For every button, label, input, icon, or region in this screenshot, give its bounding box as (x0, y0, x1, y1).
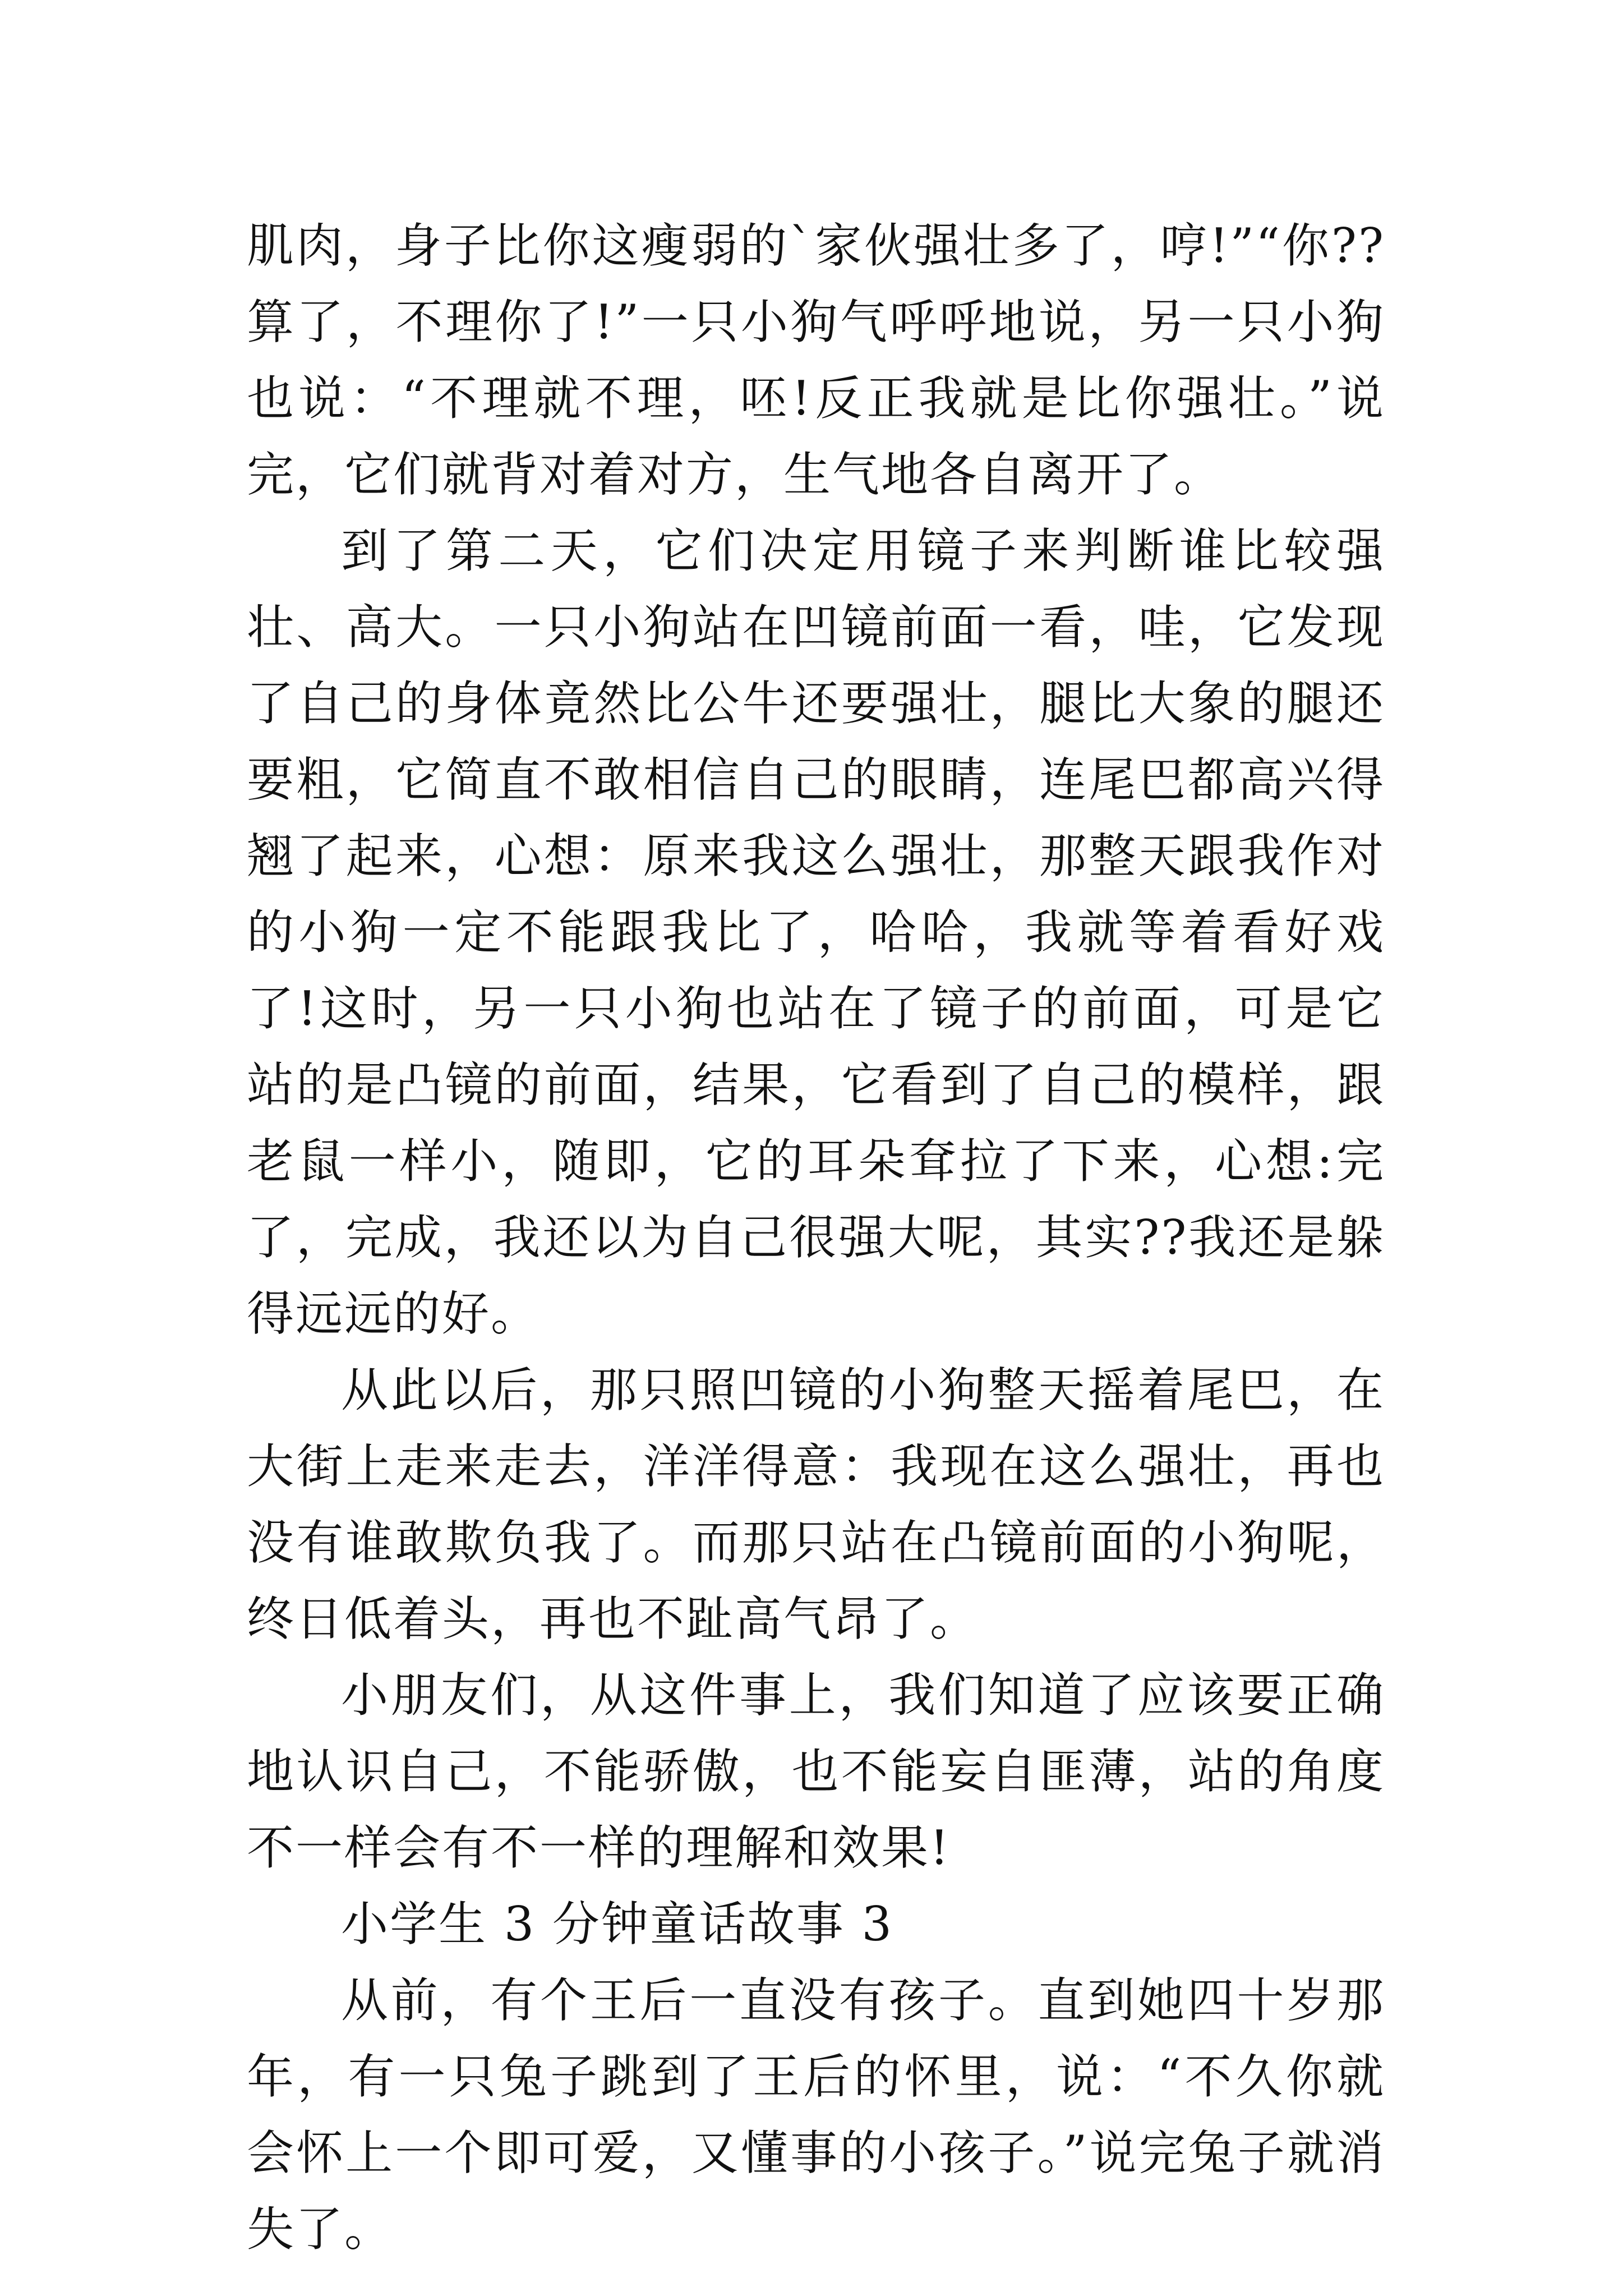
paragraph-story-three-opening: 从前，有个王后一直没有孩子。直到她四十岁那年，有一只兔子跳到了王后的怀里，说：“不久你就会怀上一个即可爱，又懂事的小孩子。”说完兔子就消失了。 (247, 1973, 1385, 2257)
paragraph-mirror-test: 到了第二天，它们决定用镜子来判断谁比较强壮、高大。一只小狗站在凹镜前面一看，哇，它发现了自己的身体竟然比公牛还要强壮，腿比大象的腿还要粗，它简直不敢相信自己的眼睛，连尾巴都高兴得翘了起来，心想：原来我这么强壮，那整天跟我作对的小狗一定不能跟我比了，哈哈，我就等着看好戏了!这时，另一只小狗也站在了镜子的前面，可是它站的是凸镜的前面，结果，它看到了自己的模样，跟老鼠一样小，随即，它的耳朵耷拉了下来，心想:完了，完成，我还以为自己很强大呢，其实??我还是躲得远远的好。 (247, 523, 1385, 1341)
story-heading: 小学生 3 分钟童话故事 3 (341, 1897, 893, 1952)
document-body (247, 208, 1385, 2267)
paragraph-moral: 小朋友们，从这件事上，我们知道了应该要正确地认识自己，不能骄傲，也不能妄自匪薄，站的角度不一样会有不一样的理解和效果! (247, 1668, 1385, 1875)
paragraph-continuation: 肌肉，身子比你这瘦弱的`家伙强壮多了，哼!”“你??算了，不理你了!”一只小狗气呼呼地说，另一只小狗也说：“不理就不理，呸!反正我就是比你强壮。”说完，它们就背对着对方，生气地各自离开了。 (247, 218, 1385, 502)
paragraph-aftermath: 从此以后，那只照凹镜的小狗整天摇着尾巴，在大街上走来走去，洋洋得意：我现在这么强壮，再也没有谁敢欺负我了。而那只站在凸镜前面的小狗呢，终日低着头，再也不趾高气昂了。 (247, 1363, 1385, 1646)
